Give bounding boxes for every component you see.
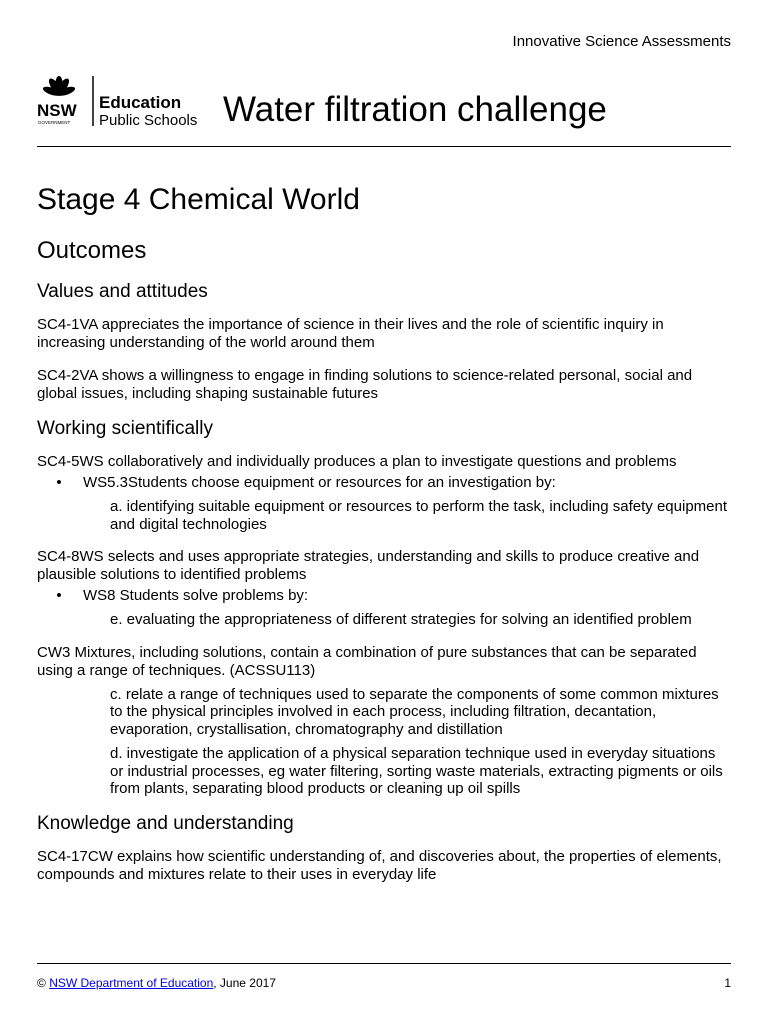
- footer-date: , June 2017: [213, 976, 276, 990]
- bullet-text: WS5.3Students choose equipment or resources for an investigation by:: [83, 474, 556, 491]
- bullet-text: WS8 Students solve problems by:: [83, 587, 309, 604]
- header-divider: [37, 146, 731, 147]
- header-note: Innovative Science Assessments: [512, 33, 731, 50]
- copyright-symbol: ©: [37, 976, 46, 990]
- bullet-icon: •: [56, 587, 62, 604]
- working-scientifically-heading: Working scientifically: [37, 418, 213, 439]
- department-link[interactable]: NSW Department of Education: [49, 976, 214, 990]
- waratah-icon: [42, 76, 76, 98]
- footer-copyright: [37, 976, 276, 990]
- document-title: Water filtration challenge: [223, 90, 607, 129]
- bullet-item: [53, 474, 731, 492]
- bullet-item: [53, 587, 731, 605]
- outcome-paragraph: CW3 Mixtures, including solutions, contain a combination of pure substances that can be separated using a range of techniques. (ACSSU113): [37, 643, 697, 679]
- education-logo-text: Education: [99, 93, 182, 112]
- indented-item: e. evaluating the appropriateness of different strategies for solving an identified problem: [110, 611, 692, 628]
- outcome-paragraph: SC4-2VA shows a willingness to engage in finding solutions to science-related personal, social and global issues, including shaping sustainable futures: [37, 367, 693, 402]
- outcome-paragraph: SC4-8WS selects and uses appropriate strategies, understanding and skills to produce creative and plausible solutions to identified problems: [37, 548, 700, 583]
- bullet-list: [53, 587, 731, 605]
- nsw-education-logo: [35, 72, 215, 128]
- bullet-icon: •: [56, 474, 62, 491]
- outcome-paragraph: SC4-1VA appreciates the importance of science in their lives and the role of scientific inquiry in increasing understanding of the world around them: [37, 316, 664, 351]
- outcome-paragraph: SC4-5WS collaboratively and individually produces a plan to investigate questions and problems: [37, 453, 677, 470]
- outcome-paragraph: SC4-17CW explains how scientific understanding of, and discoveries about, the properties of elements, compounds and mixtures relate to their uses in everyday life: [37, 847, 722, 883]
- indented-item: c. relate a range of techniques used to separate the components of some common mixtures to the physical principles involved in each process, including filtration, decantation, evaporation, crystallisation, chromatography and distillation: [110, 685, 719, 738]
- public-schools-logo-text: Public Schools: [99, 112, 198, 128]
- knowledge-heading: Knowledge and understanding: [37, 812, 294, 834]
- stage-title: Stage 4 Chemical World: [37, 183, 360, 216]
- main-content: [37, 182, 731, 884]
- government-logo-text: GOVERNMENT: [38, 120, 71, 125]
- page-number: 1: [724, 976, 731, 990]
- values-heading: Values and attitudes: [37, 281, 208, 302]
- footer-divider: [37, 963, 731, 964]
- indented-item: d. investigate the application of a physical separation technique used in everyday situations or industrial processes, eg water filtering, sorting waste materials, extracting pigments or oils from plants, separating blood products or cleaning up oil spills: [110, 745, 723, 797]
- indented-item: a. identifying suitable equipment or resources to perform the task, including safety equipment and digital technologies: [110, 498, 728, 533]
- outcomes-heading: Outcomes: [37, 237, 147, 264]
- nsw-logo-text: NSW: [37, 101, 77, 120]
- bullet-list: [53, 474, 731, 492]
